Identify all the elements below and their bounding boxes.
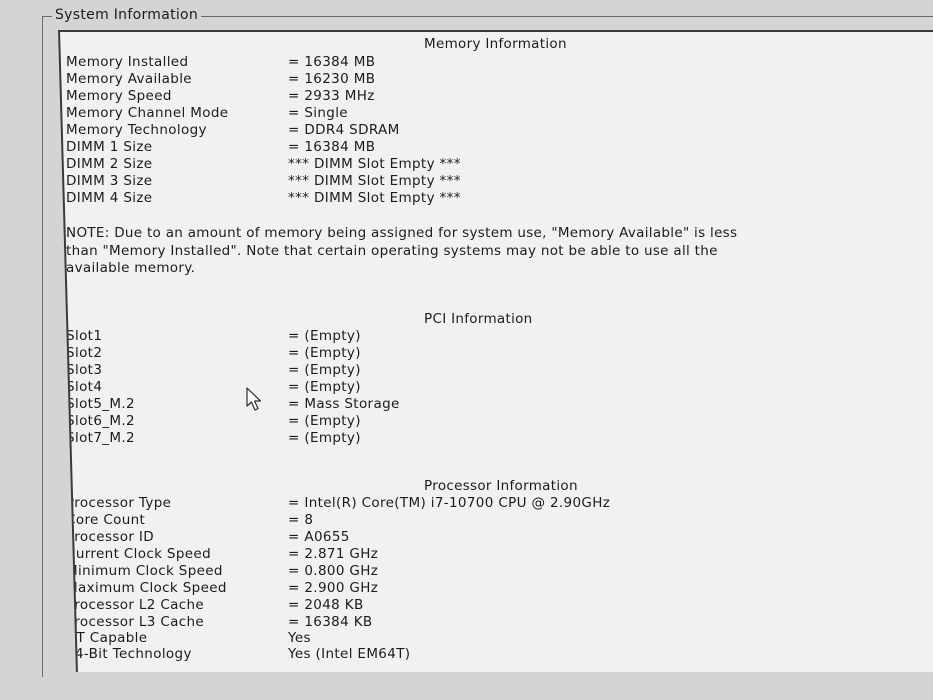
row-label: Processor L3 Cache	[66, 614, 205, 630]
mouse-pointer-icon	[246, 387, 266, 413]
pci-row	[66, 362, 886, 379]
row-label: DIMM 4 Size	[66, 190, 153, 206]
row-label: Slot2	[66, 345, 103, 361]
row-label: HT Capable	[66, 630, 148, 646]
row-value: = DDR4 SDRAM	[288, 122, 400, 138]
row-value: *** DIMM Slot Empty ***	[288, 173, 461, 189]
note-line: than "Memory Installed". Note that certain operating systems may not be able to use all the	[66, 242, 718, 259]
row-value: = 8	[288, 512, 314, 528]
processor-row	[66, 546, 886, 563]
row-value: = 16384 MB	[288, 139, 376, 155]
row-value: = A0655	[288, 529, 350, 545]
row-value: = 2933 MHz	[288, 88, 375, 104]
row-label: Memory Speed	[66, 88, 172, 104]
row-value: = 16384 MB	[288, 54, 376, 70]
row-value: = Mass Storage	[288, 396, 400, 412]
pci-information-heading: PCI Information	[424, 311, 533, 327]
row-value: *** DIMM Slot Empty ***	[288, 190, 461, 206]
processor-row	[66, 529, 886, 546]
processor-row	[66, 614, 886, 631]
processor-information-heading: Processor Information	[424, 478, 578, 494]
row-label: Processor Type	[66, 495, 172, 511]
row-label: Core Count	[66, 512, 146, 528]
memory-row	[66, 54, 886, 71]
row-label: Maximum Clock Speed	[66, 580, 227, 596]
row-value: = (Empty)	[288, 362, 361, 378]
row-label: Slot3	[66, 362, 103, 378]
memory-row	[66, 71, 886, 88]
pci-row	[66, 396, 886, 413]
row-label: DIMM 1 Size	[66, 139, 153, 155]
row-label: Memory Channel Mode	[66, 105, 229, 121]
row-value: = 16384 KB	[288, 614, 373, 630]
row-label: DIMM 2 Size	[66, 156, 153, 172]
row-value: = 2.900 GHz	[288, 580, 379, 596]
row-value: *** DIMM Slot Empty ***	[288, 156, 461, 172]
memory-row	[66, 173, 886, 190]
info-panel	[58, 30, 933, 672]
memory-information-heading: Memory Information	[424, 36, 567, 52]
row-value: = (Empty)	[288, 379, 361, 395]
memory-row	[66, 122, 886, 139]
row-label: Slot7_M.2	[66, 430, 135, 446]
row-value: = Intel(R) Core(TM) i7-10700 CPU @ 2.90GHz	[288, 495, 611, 511]
memory-row	[66, 88, 886, 105]
row-label: Minimum Clock Speed	[66, 563, 223, 579]
row-value: = 2048 KB	[288, 597, 364, 613]
row-value: = (Empty)	[288, 413, 361, 429]
processor-row	[66, 563, 886, 580]
pci-row	[66, 345, 886, 362]
row-label: Memory Technology	[66, 122, 207, 138]
row-label: Memory Available	[66, 71, 192, 87]
row-label: DIMM 3 Size	[66, 173, 153, 189]
row-value: = 2.871 GHz	[288, 546, 379, 562]
pci-row	[66, 379, 886, 396]
row-label: Slot1	[66, 328, 103, 344]
row-value: = Single	[288, 105, 348, 121]
memory-row	[66, 156, 886, 173]
row-value: Yes (Intel EM64T)	[288, 646, 411, 662]
pci-row	[66, 413, 886, 430]
row-value: = (Empty)	[288, 345, 361, 361]
memory-row	[66, 139, 886, 156]
row-label: Slot6_M.2	[66, 413, 135, 429]
processor-row	[66, 646, 886, 663]
note-line: available memory.	[66, 260, 196, 276]
row-label: Current Clock Speed	[66, 546, 211, 562]
row-label: Memory Installed	[66, 54, 189, 70]
processor-row	[66, 512, 886, 529]
row-value: = (Empty)	[288, 328, 361, 344]
row-value: = 0.800 GHz	[288, 563, 379, 579]
row-label: Slot4	[66, 379, 103, 395]
row-label: Processor ID	[66, 529, 154, 545]
processor-row	[66, 630, 886, 647]
row-value: Yes	[288, 630, 311, 646]
row-value: = 16230 MB	[288, 71, 376, 87]
processor-row	[66, 597, 886, 614]
processor-row	[66, 580, 886, 597]
pci-row	[66, 430, 886, 447]
memory-row	[66, 190, 886, 207]
group-title: System Information	[52, 7, 201, 23]
row-label: Slot5_M.2	[66, 396, 135, 412]
pci-row	[66, 328, 886, 345]
processor-row	[66, 495, 886, 512]
row-label: 64-Bit Technology	[66, 646, 192, 662]
row-value: = (Empty)	[288, 430, 361, 446]
memory-note	[66, 225, 866, 278]
note-line: NOTE: Due to an amount of memory being assigned for system use, "Memory Available" is less	[66, 225, 738, 241]
memory-row	[66, 105, 886, 122]
row-label: Processor L2 Cache	[66, 597, 205, 613]
